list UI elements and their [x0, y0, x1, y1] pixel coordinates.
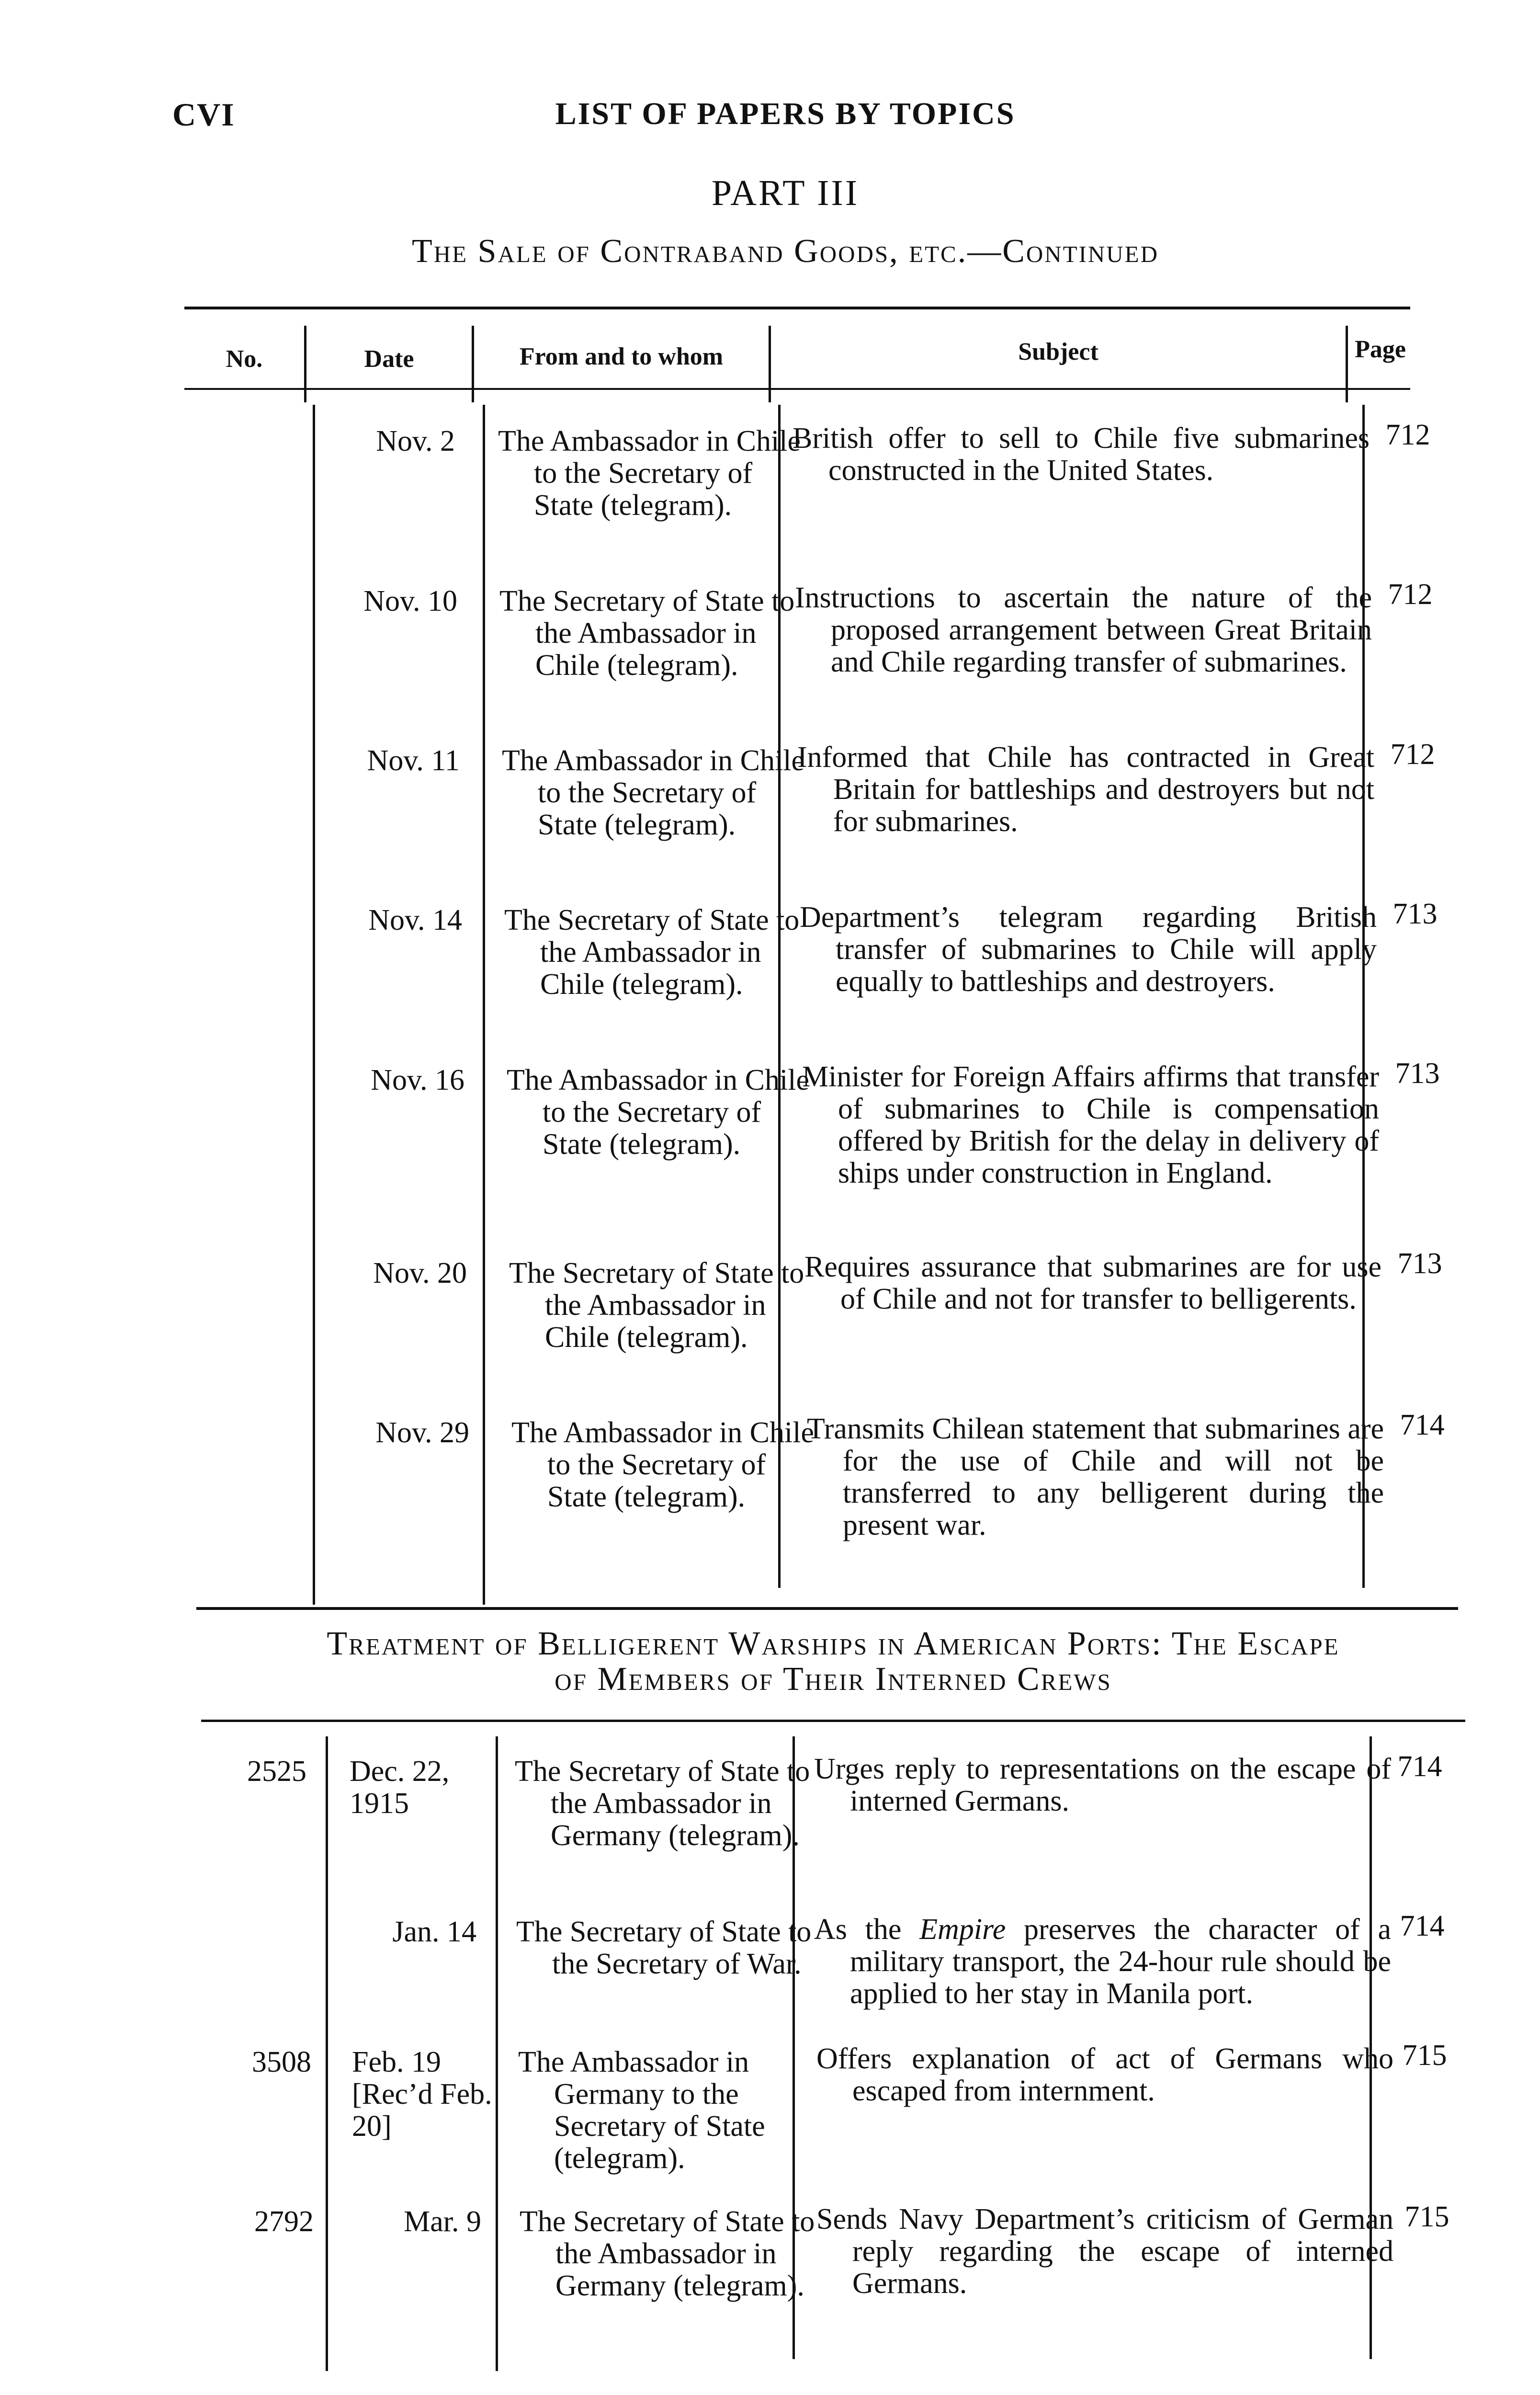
subject-cell: Sends Navy Department’s criticism of German reply regarding the escape of interned Germans. — [816, 2203, 1393, 2300]
section-heading-contraband: The Sale of Contraband Goods, etc.—Continued — [411, 233, 1159, 270]
date-cell: Nov. 2 — [376, 425, 455, 457]
page-cell: 713 — [1397, 1247, 1442, 1280]
part-heading: PART III — [711, 173, 860, 213]
date-cell: Dec. 22, 1915 — [350, 1755, 450, 1820]
page-number: CVI — [172, 96, 235, 133]
subject-cell: Transmits Chilean statement that submarines are for the use of Chile and will not be transferred to any belligerent during the present war. — [807, 1413, 1384, 1541]
from-to-cell: The Secretary of State to the Ambassador in Germany (telegram). — [515, 1755, 810, 1852]
from-to-cell: The Secretary of State to the Ambassador in Chile (telegram). — [504, 904, 800, 1001]
date-cell: Nov. 14 — [368, 904, 462, 936]
ship-name: Empire — [919, 1913, 1006, 1946]
column-header-date: Date — [364, 345, 414, 373]
subject-cell: Requires assurance that submarines are for use of Chile and not for transfer to belligerents. — [804, 1251, 1381, 1315]
table-top-rule — [184, 307, 1410, 309]
date-cell: Nov. 20 — [373, 1257, 467, 1289]
column-divider — [496, 1736, 498, 2371]
column-header-subject: Subject — [1018, 338, 1098, 365]
date-cell: Mar. 9 — [404, 2205, 481, 2238]
table-bottom-rule — [196, 1607, 1458, 1610]
subject-cell: Informed that Chile has contracted in Great Britain for battleships and destroyers but not for submarines. — [797, 741, 1374, 838]
from-to-cell: The Secretary of State to the Ambassador in Chile (telegram). — [499, 585, 795, 682]
from-to-cell: The Secretary of State to the Ambassador in Germany (telegram). — [520, 2205, 815, 2302]
page-cell: 712 — [1388, 578, 1433, 611]
page-cell: 714 — [1397, 1750, 1442, 1783]
number-cell: 2525 — [247, 1755, 306, 1788]
page-cell: 715 — [1402, 2039, 1447, 2072]
date-cell: Jan. 14 — [392, 1916, 476, 1948]
section-heading-line: Treatment of Belligerent Warships in American Ports: The Escape — [327, 1625, 1340, 1662]
subject-cell: Minister for Foreign Affairs affirms that transfer of submarines to Chile is compensation offered by British for the delay in delivery of ships under construction in England. — [802, 1061, 1379, 1189]
page-cell: 714 — [1400, 1409, 1445, 1441]
subject-cell: Instructions to ascertain the nature of the proposed arrangement between Great Britain and Chile regarding transfer of submarines. — [795, 582, 1372, 678]
date-cell: Nov. 29 — [375, 1416, 469, 1449]
column-header-rule — [184, 388, 1410, 390]
subject-cell — [814, 1914, 1391, 2010]
page-cell: 712 — [1385, 419, 1430, 451]
from-to-cell: The Ambassador in Chile to the Secretary of State (telegram). — [502, 744, 804, 841]
column-header-page: Page — [1355, 336, 1406, 363]
from-to-cell: The Secretary of State to the Ambassador in Chile (telegram). — [509, 1257, 804, 1354]
from-to-cell: The Secretary of State to the Secretary of War. — [516, 1916, 812, 1980]
page-cell: 713 — [1395, 1057, 1440, 1090]
running-title: LIST OF PAPERS BY TOPICS — [555, 96, 1016, 131]
page-header — [172, 96, 1398, 148]
number-cell: 2792 — [254, 2205, 314, 2238]
column-header-no: No. — [226, 345, 263, 373]
column-divider — [483, 405, 485, 1605]
date-cell: Nov. 16 — [371, 1064, 464, 1096]
column-header-from-to: From and to whom — [519, 343, 724, 370]
from-to-cell: The Ambassador in Chile to the Secretary of State (telegram). — [498, 425, 801, 522]
section-heading-line: of Members of Their Interned Crews — [555, 1660, 1112, 1698]
subject-cell: Department’s telegram regarding British transfer of submarines to Chile will apply equally to battleships and destroyers. — [800, 901, 1377, 998]
page-cell: 715 — [1404, 2201, 1449, 2233]
page-cell: 712 — [1390, 738, 1435, 771]
section-rule — [201, 1720, 1465, 1722]
date-cell: Feb. 19 [Rec’d Feb. 20] — [352, 2046, 492, 2143]
subject-cell: British offer to sell to Chile five submarines constructed in the United States. — [793, 422, 1370, 487]
column-divider — [313, 405, 315, 1605]
date-cell: Nov. 11 — [367, 744, 460, 777]
from-to-cell: The Ambassador in Germany to the Secretary of State (telegram). — [518, 2046, 765, 2175]
section-heading-belligerent-warships — [192, 1626, 1475, 1697]
subject-text: preserves the character of a military transport, the 24-hour rule should be applied to her stay in Manila port. — [850, 1913, 1391, 2010]
column-divider — [326, 1736, 328, 2371]
page-cell: 713 — [1393, 898, 1438, 930]
subject-text: As the — [814, 1913, 920, 1946]
from-to-cell: The Ambassador in Chile to the Secretary of State (telegram). — [507, 1064, 809, 1161]
page-cell: 714 — [1400, 1910, 1445, 1942]
from-to-cell: The Ambassador in Chile to the Secretary of State (telegram). — [511, 1416, 814, 1513]
date-cell: Nov. 10 — [363, 585, 457, 617]
subject-cell: Offers explanation of act of Germans who escaped from internment. — [816, 2042, 1393, 2107]
number-cell: 3508 — [252, 2046, 311, 2078]
subject-cell: Urges reply to representations on the escape of interned Germans. — [814, 1753, 1391, 1817]
